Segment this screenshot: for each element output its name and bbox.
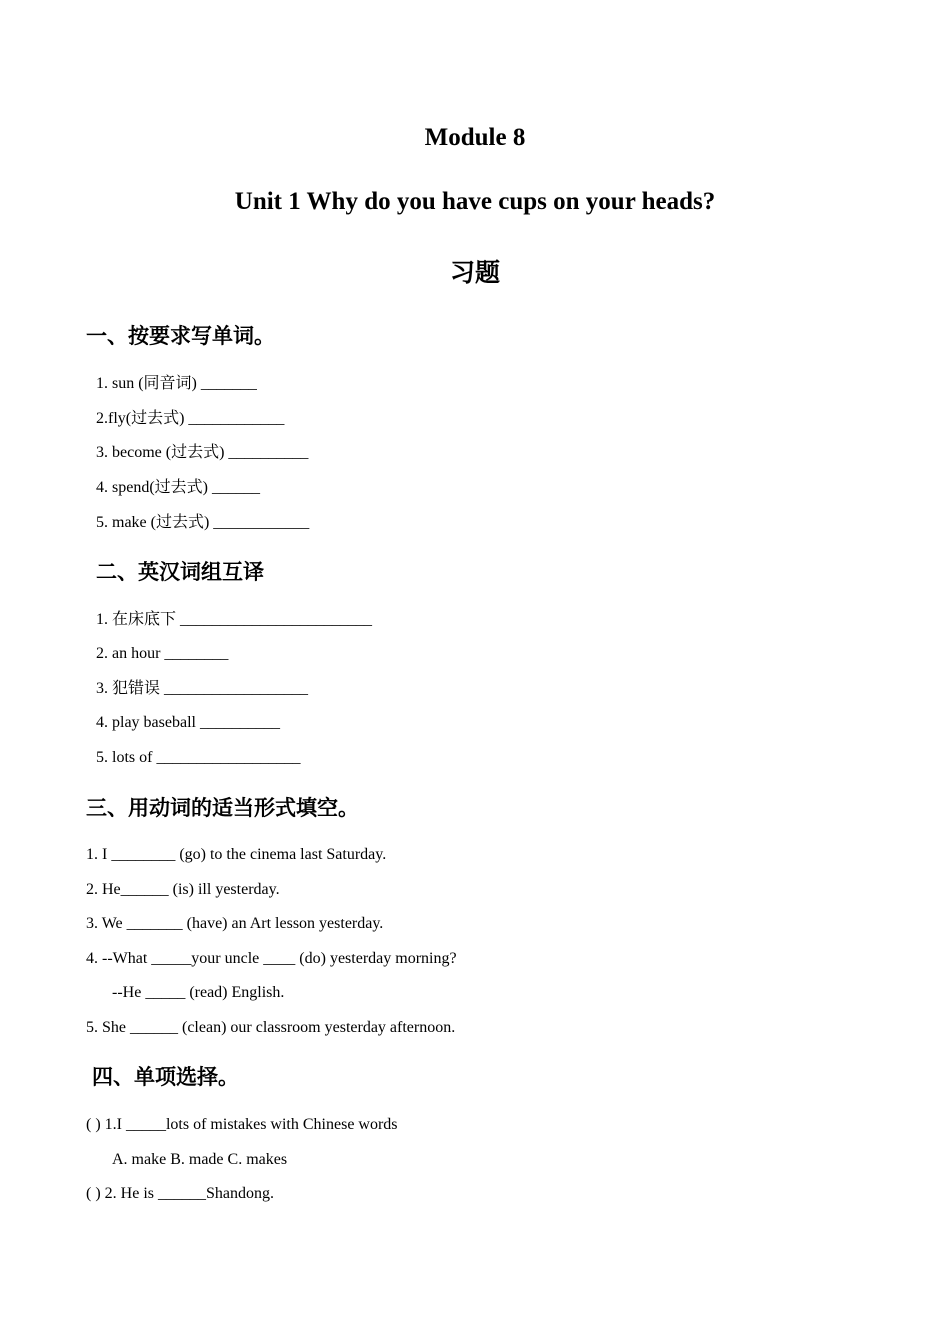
exercise-item: 4. spend(过去式) ______ [96, 479, 260, 496]
exercise-item: 5. lots of __________________ [96, 749, 301, 766]
exercise-item: ( ) 2. He is ______Shandong. [86, 1185, 274, 1202]
section-heading: 二、英汉词组互译 [96, 560, 264, 584]
exercise-item: 3. We _______ (have) an Art lesson yesterday. [86, 915, 384, 932]
exercise-item: ( ) 1.I _____lots of mistakes with Chinese words [86, 1116, 398, 1133]
exercise-item: 2. an hour ________ [96, 645, 229, 662]
exercise-item: 3. 犯错误 __________________ [96, 680, 309, 697]
exercise-item: 2.fly(过去式) ____________ [96, 410, 285, 427]
exercise-item: --He _____ (read) English. [112, 984, 285, 1001]
answer-options: A. make B. made C. makes [112, 1151, 288, 1168]
document-label: 习题 [449, 258, 500, 287]
section-heading: 三、用动词的适当形式填空。 [86, 796, 359, 820]
exercise-item: 1. sun (同音词) _______ [96, 375, 257, 392]
document-title: Module 8 [424, 124, 526, 151]
exercise-item: 1. 在床底下 ________________________ [96, 611, 373, 628]
exercise-item: 1. I ________ (go) to the cinema last Saturday. [86, 846, 387, 863]
section-heading: 四、单项选择。 [92, 1065, 239, 1089]
exercise-item: 5. make (过去式) ____________ [96, 514, 310, 531]
section-heading: 一、按要求写单词。 [86, 324, 275, 348]
exercise-item: 2. He______ (is) ill yesterday. [86, 881, 280, 898]
exercise-item: 3. become (过去式) __________ [96, 444, 309, 461]
document-subtitle: Unit 1 Why do you have cups on your heads? [234, 188, 716, 215]
exercise-item: 5. She ______ (clean) our classroom yesterday afternoon. [86, 1019, 456, 1036]
exercise-item: 4. play baseball __________ [96, 714, 280, 731]
exercise-item: 4. --What _____your uncle ____ (do) yesterday morning? [86, 950, 457, 967]
